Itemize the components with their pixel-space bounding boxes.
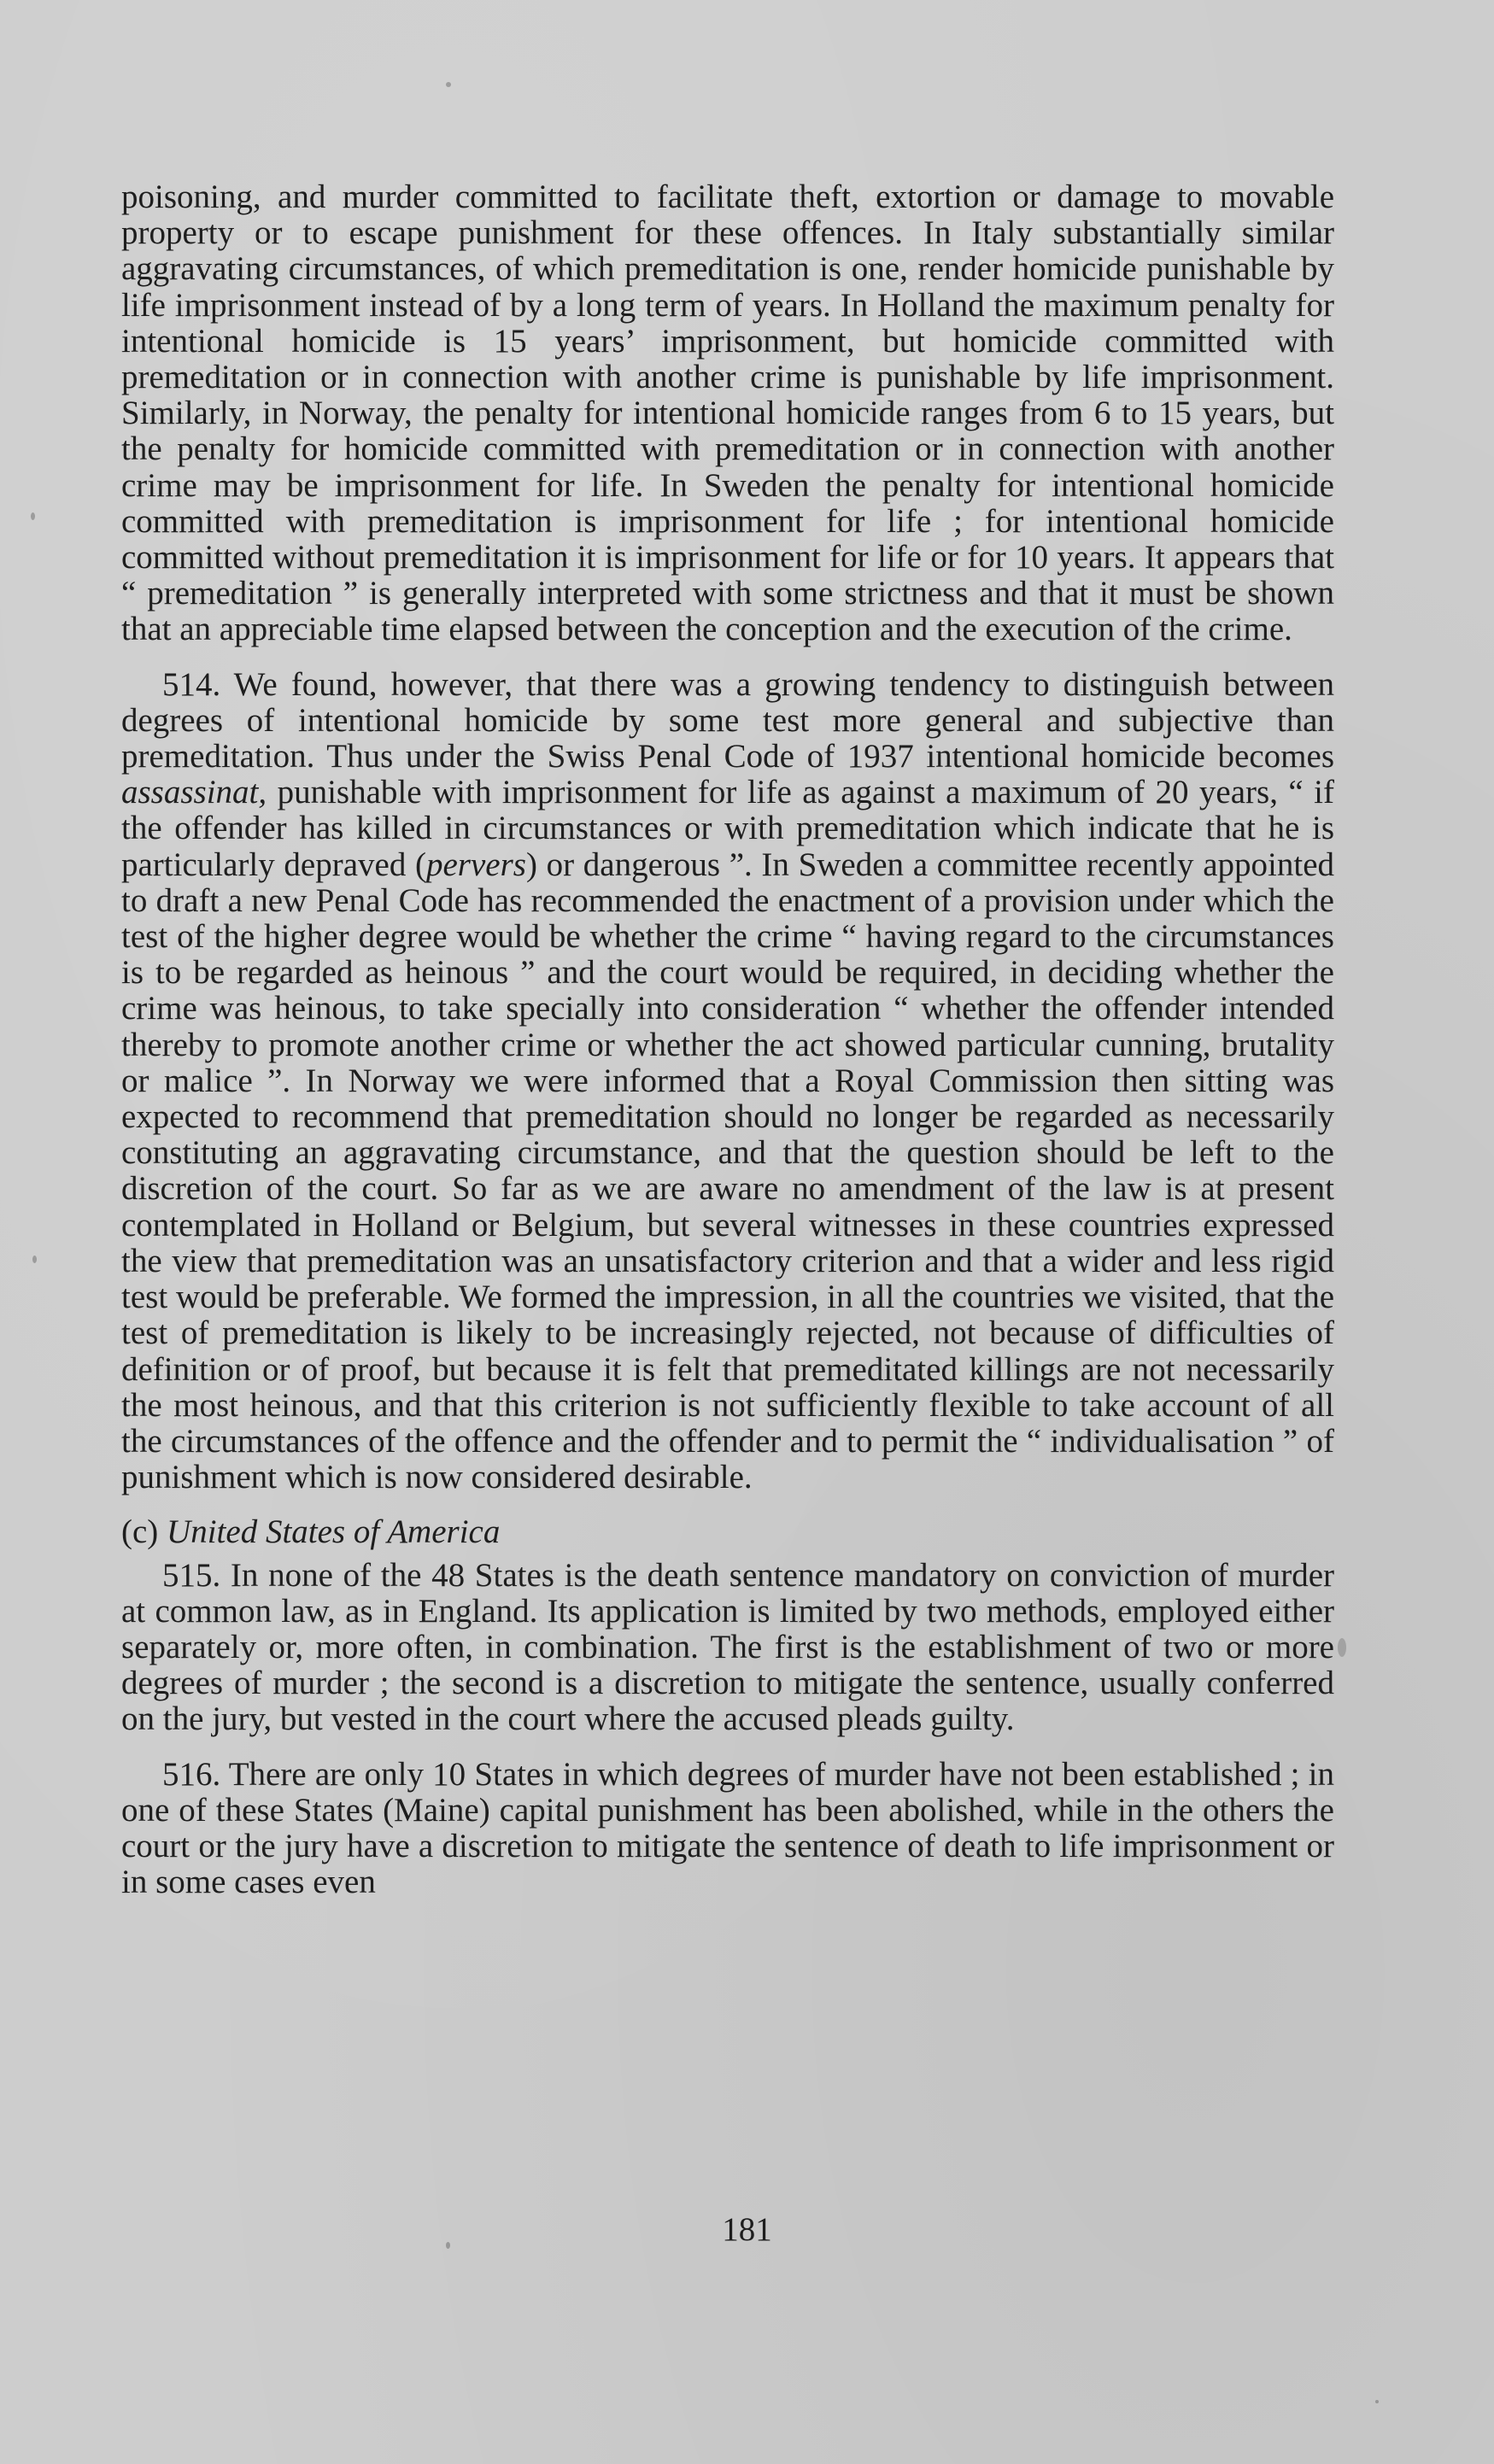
paper-speck: [446, 2242, 450, 2249]
paper-speck: [32, 1255, 37, 1263]
paragraph-text: We found, however, that there was a growing tendency to distinguish between degrees of intentional homicide by some test more general and subjective than premeditation. Thus under the Swiss Penal Code of 1937 intentional homicide becomes: [121, 665, 1334, 775]
paper-speck: [446, 82, 451, 87]
continuation-paragraph: poisoning, and murder committed to facilitate theft, extortion or damage to movable property or to escape punishment for these offences. In Italy substantially similar aggravating circumstances, of which premeditation is one, render homicide punishable by life imprisonment instead of by a long term of years. In Holland the maximum penalty for intentional homicide is 15 years’ imprisonment, but homicide committed with premeditation or in connection with another crime is punishable by life imprisonment. Similarly, in Norway, the penalty for intentional homicide ranges from 6 to 15 years, but the penalty for homicide committed with premeditation or in connection with another crime may be imprisonment for life. In Sweden the penalty for intentional homicide committed with premeditation is imprisonment for life ; for intentional homicide committed without premeditation it is imprisonment for life or for 10 years. It appears that “ premeditation ” is generally interpreted with some strictness and that it must be shown that an appreciable time elapsed between the conception and the execution of the crime.: [121, 179, 1334, 648]
paragraph-number: 516.: [162, 1755, 221, 1793]
paragraph-number: 515.: [162, 1556, 221, 1594]
paragraph-515: [121, 1558, 1334, 1738]
paragraph-514: [121, 667, 1334, 1496]
document-page: [121, 179, 1334, 1900]
paragraph-text: ) or dangerous ”. In Sweden a committee recently appointed to draft a new Penal Code has recommended the enactment of a provision under which the test of the higher degree would be whether the crime “ having regard to the circumstances is to be regarded as heinous ” and the court would be required, in deciding whether the crime was heinous, to take specially into consideration “ whether the offender intended thereby to promote another crime or whether the act showed particular cunning, brutality or malice ”. In Norway we were informed that a Royal Commission then sitting was expected to recommend that premeditation should no longer be regarded as necessarily constituting an aggravating circumstance, and that the question should be left to the discretion of the court. So far as we are aware no amendment of the law is at present contemplated in Holland or Belgium, but several witnesses in these countries expressed the view that premeditation was an unsatisfactory criterion and that a wider and less rigid test would be preferable. We formed the impression, in all the countries we visited, that the test of premeditation is likely to be increasingly rejected, not because of difficulties of definition or of proof, but because it is felt that premeditated killings are not necessarily the most heinous, and that this criterion is not sufficiently flexible to take account of all the circumstances of the offence and the offender and to permit the “ individualisation ” of punishment which is now considered desirable.: [121, 846, 1335, 1496]
paragraph-516: [121, 1757, 1334, 1901]
paper-speck: [1338, 1638, 1346, 1657]
paragraph-text: In none of the 48 States is the death sentence mandatory on conviction of murder at common law, as in England. Its application is limited by two methods, employed either separately or, more often, in combination. The first is the establishment of two or more degrees of murder ; the second is a discretion to mitigate the sentence, usually conferred on the jury, but vested in the court where the accused pleads guilty.: [121, 1556, 1334, 1738]
paragraph-number: 514.: [162, 665, 221, 703]
paragraph-text: punishable with imprisonment for life as against a maximum of 20 years, “ if the offender has killed in circumstances or with premeditation which indicate that he is particularly depraved (: [121, 774, 1334, 883]
section-title: United States of America: [167, 1513, 501, 1551]
italic-term-pervers: pervers: [425, 846, 526, 883]
paper-speck: [31, 512, 35, 520]
paragraph-text: There are only 10 States in which degrees of murder have not been established ; in one of these States (Maine) capital punishment has been abolished, while in the others the court or the jury have a discretion to mitigate the sentence of death to life imprisonment or in some cases even: [121, 1755, 1334, 1901]
paper-speck: [1375, 2400, 1379, 2403]
section-label: (c): [121, 1513, 159, 1551]
page-number: 181: [722, 2211, 772, 2248]
section-heading: [121, 1514, 1334, 1550]
italic-term-assassinat: assassinat,: [121, 774, 267, 811]
